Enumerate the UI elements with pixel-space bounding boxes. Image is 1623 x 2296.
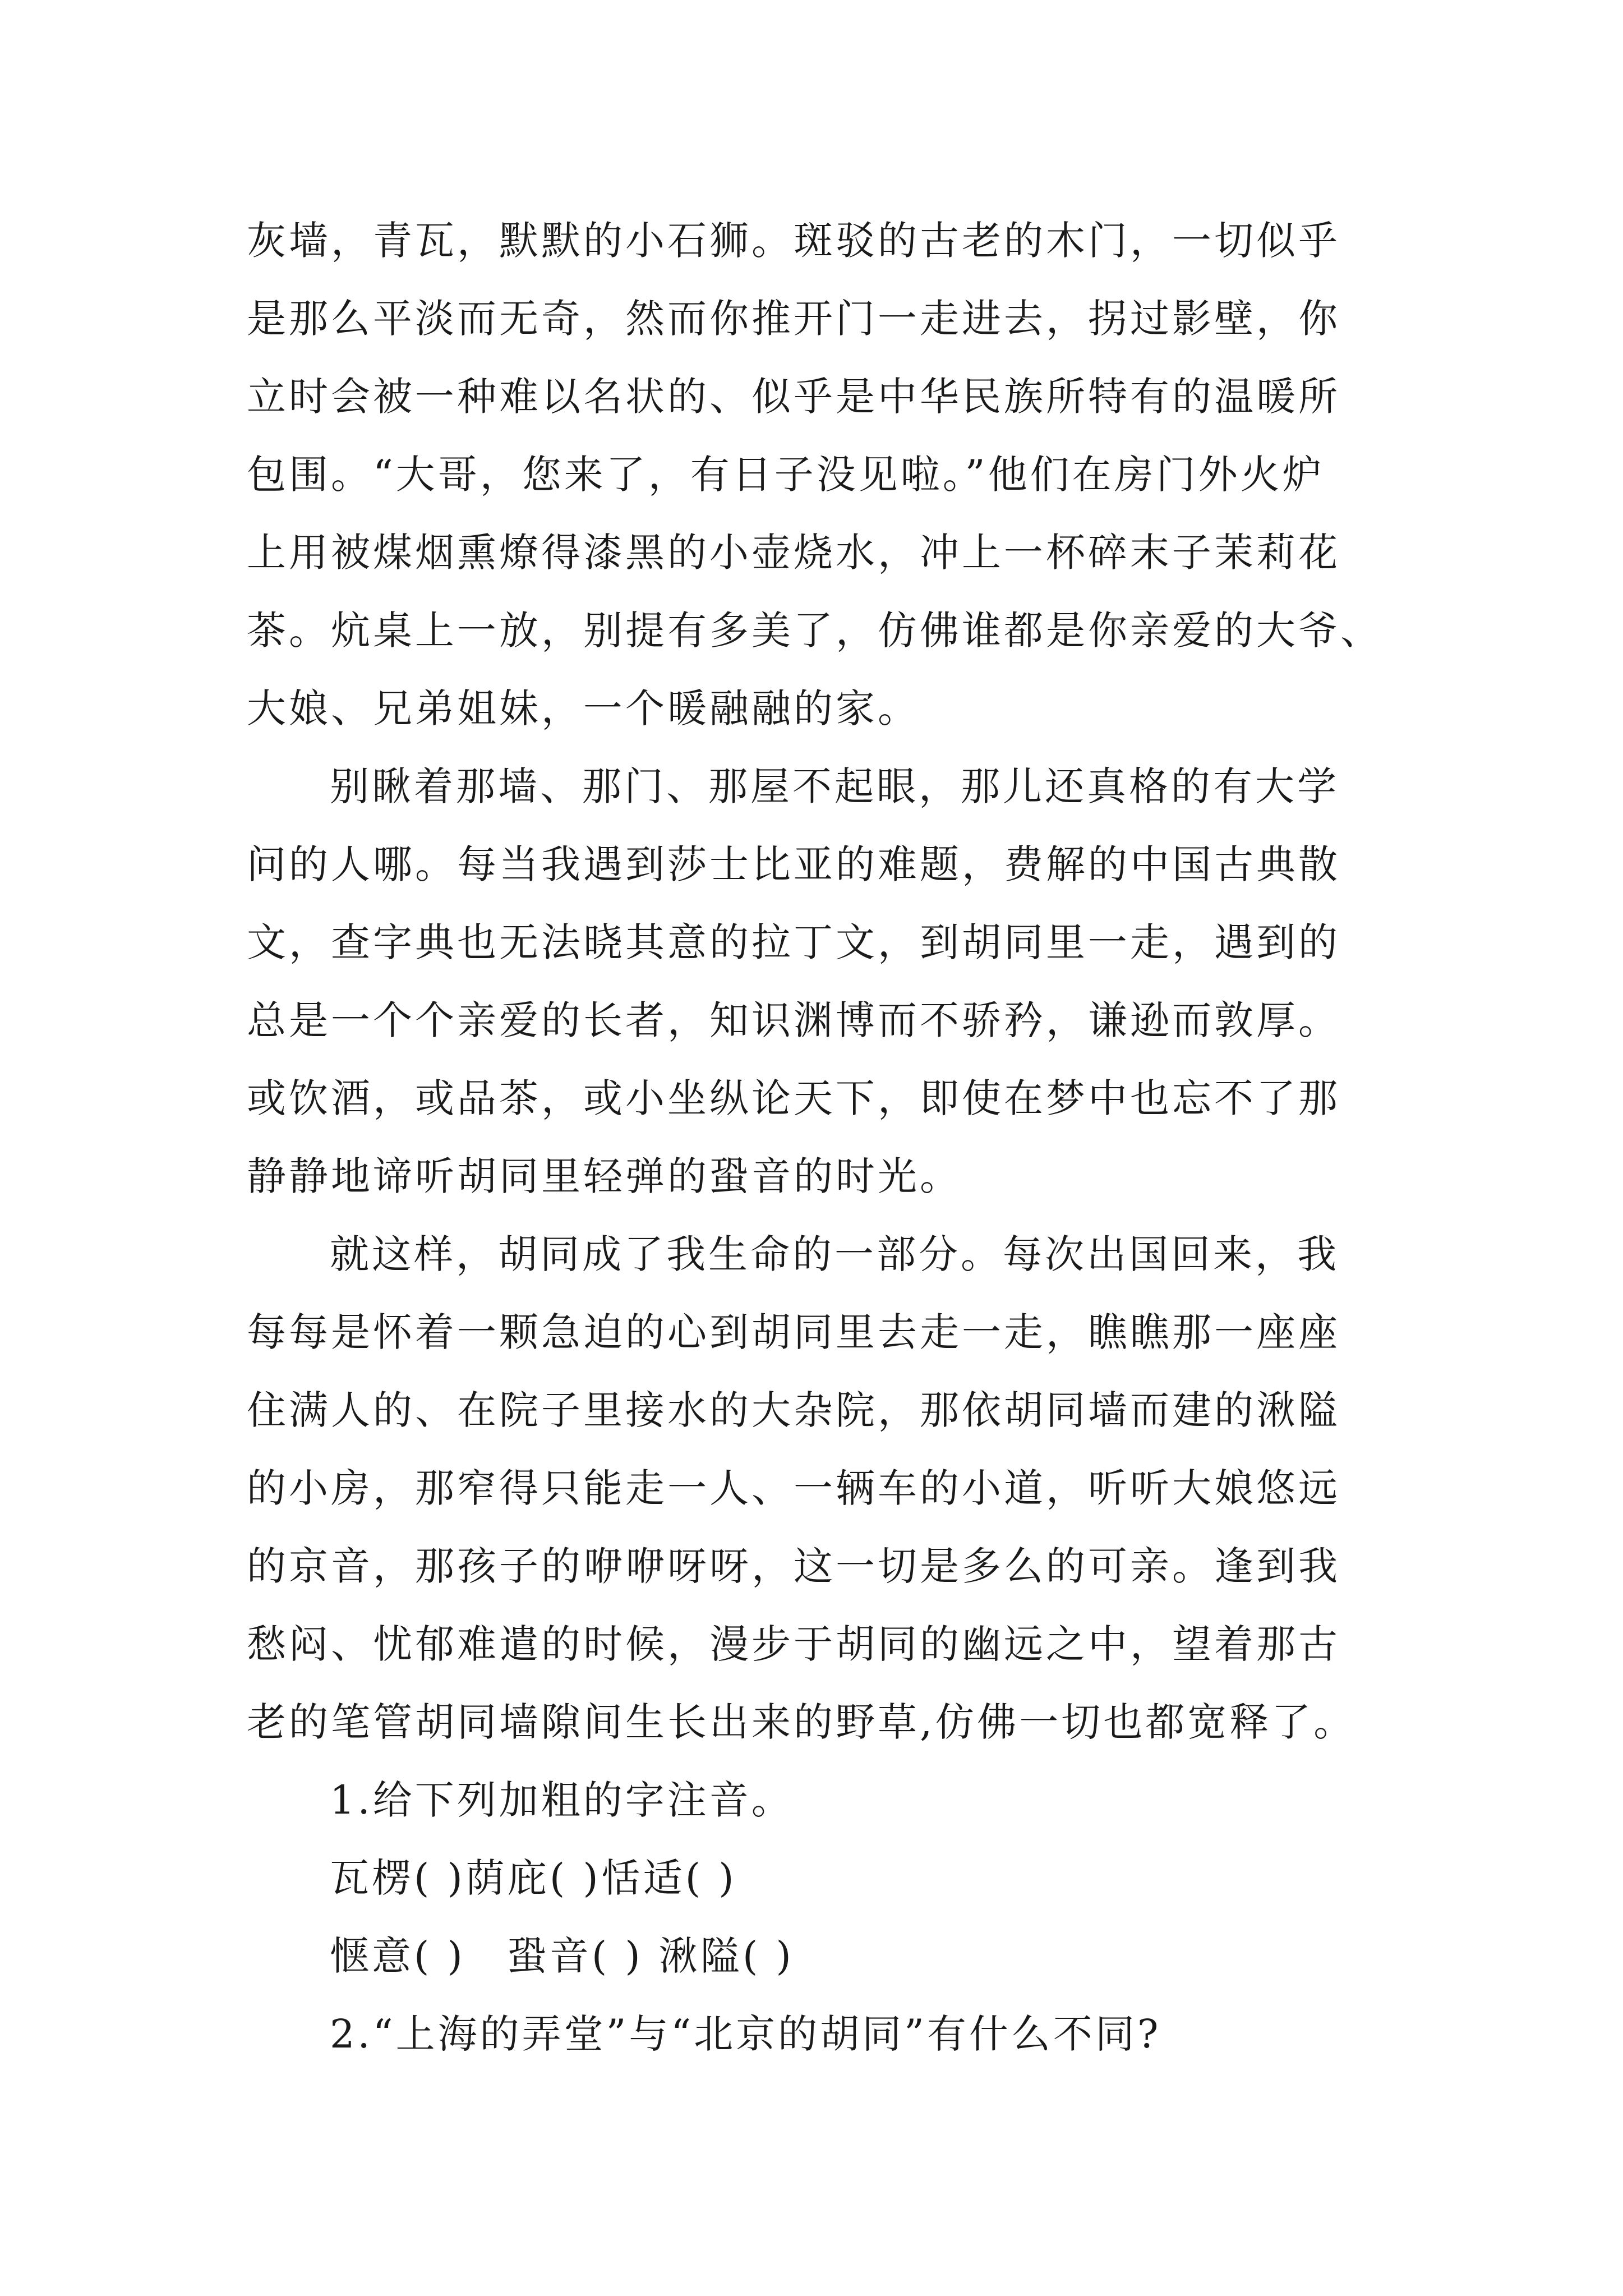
text-line: 愁闷、忧郁难遣的时候，漫步于胡同的幽远之中，望着那古	[247, 1621, 1340, 1667]
text-line: 包围。“大哥，您来了，有日子没见啦。”他们在房门外火炉	[247, 452, 1325, 498]
text-line: 静静地谛听胡同里轻弹的蛩音的时光。	[247, 1153, 962, 1199]
document-body	[247, 202, 1402, 2073]
text-line: 老的笔管胡同墙隙间生长出来的野草,仿佛一切也都宽释了。	[247, 1699, 1356, 1745]
text-line: 住满人的、在院子里接水的大杂院，那依胡同墙而建的湫隘	[247, 1387, 1340, 1433]
text-line: 茶。炕桌上一放，别提有多美了，仿佛谁都是你亲爱的大爷、	[247, 608, 1382, 654]
paragraph-3	[247, 1216, 1402, 1761]
pinyin-blanks-row: 惬意( ) 蛩音( ) 湫隘( )	[330, 1933, 794, 1979]
text-line: 问的人哪。每当我遇到莎士比亚的难题，费解的中国古典散	[247, 841, 1340, 887]
question-1	[247, 1761, 1402, 1995]
text-line: 或饮酒，或品茶，或小坐纵论天下，即使在梦中也忘不了那	[247, 1075, 1340, 1121]
text-line: 总是一个个亲爱的长者，知识渊博而不骄矜，谦逊而敦厚。	[247, 997, 1340, 1043]
text-line: 是那么平淡而无奇，然而你推开门一走进去，拐过影壁，你	[247, 296, 1340, 342]
text-line: 的小房，那窄得只能走一人、一辆车的小道，听听大娘悠远	[247, 1465, 1340, 1511]
text-line: 就这样，胡同成了我生命的一部分。每次出国回来，我	[330, 1231, 1339, 1277]
text-line: 上用被煤烟熏燎得漆黑的小壶烧水，冲上一杯碎末子茉莉花	[247, 530, 1340, 576]
question-prompt: 2.“上海的弄堂”与“北京的胡同”有什么不同?	[330, 2011, 1161, 2057]
paragraph-1	[247, 202, 1402, 748]
text-line: 大娘、兄弟姐妹，一个暖融融的家。	[247, 685, 920, 731]
text-line: 灰墙，青瓦，默默的小石狮。斑驳的古老的木门，一切似乎	[247, 218, 1340, 264]
pinyin-blanks-row: 瓦楞( )荫庇( )恬适( )	[330, 1855, 737, 1901]
text-line: 立时会被一种难以名状的、似乎是中华民族所特有的温暖所	[247, 374, 1340, 420]
paragraph-2	[247, 748, 1402, 1216]
text-line: 每每是怀着一颗急迫的心到胡同里去走一走，瞧瞧那一座座	[247, 1309, 1340, 1355]
question-prompt: 1.给下列加粗的字注音。	[330, 1777, 794, 1823]
text-line: 别瞅着那墙、那门、那屋不起眼，那儿还真格的有大学	[330, 763, 1339, 809]
text-line: 文，查字典也无法晓其意的拉丁文，到胡同里一走，遇到的	[247, 919, 1340, 965]
question-2	[247, 1995, 1402, 2073]
text-line: 的京音，那孩子的咿咿呀呀，这一切是多么的可亲。逢到我	[247, 1543, 1340, 1589]
